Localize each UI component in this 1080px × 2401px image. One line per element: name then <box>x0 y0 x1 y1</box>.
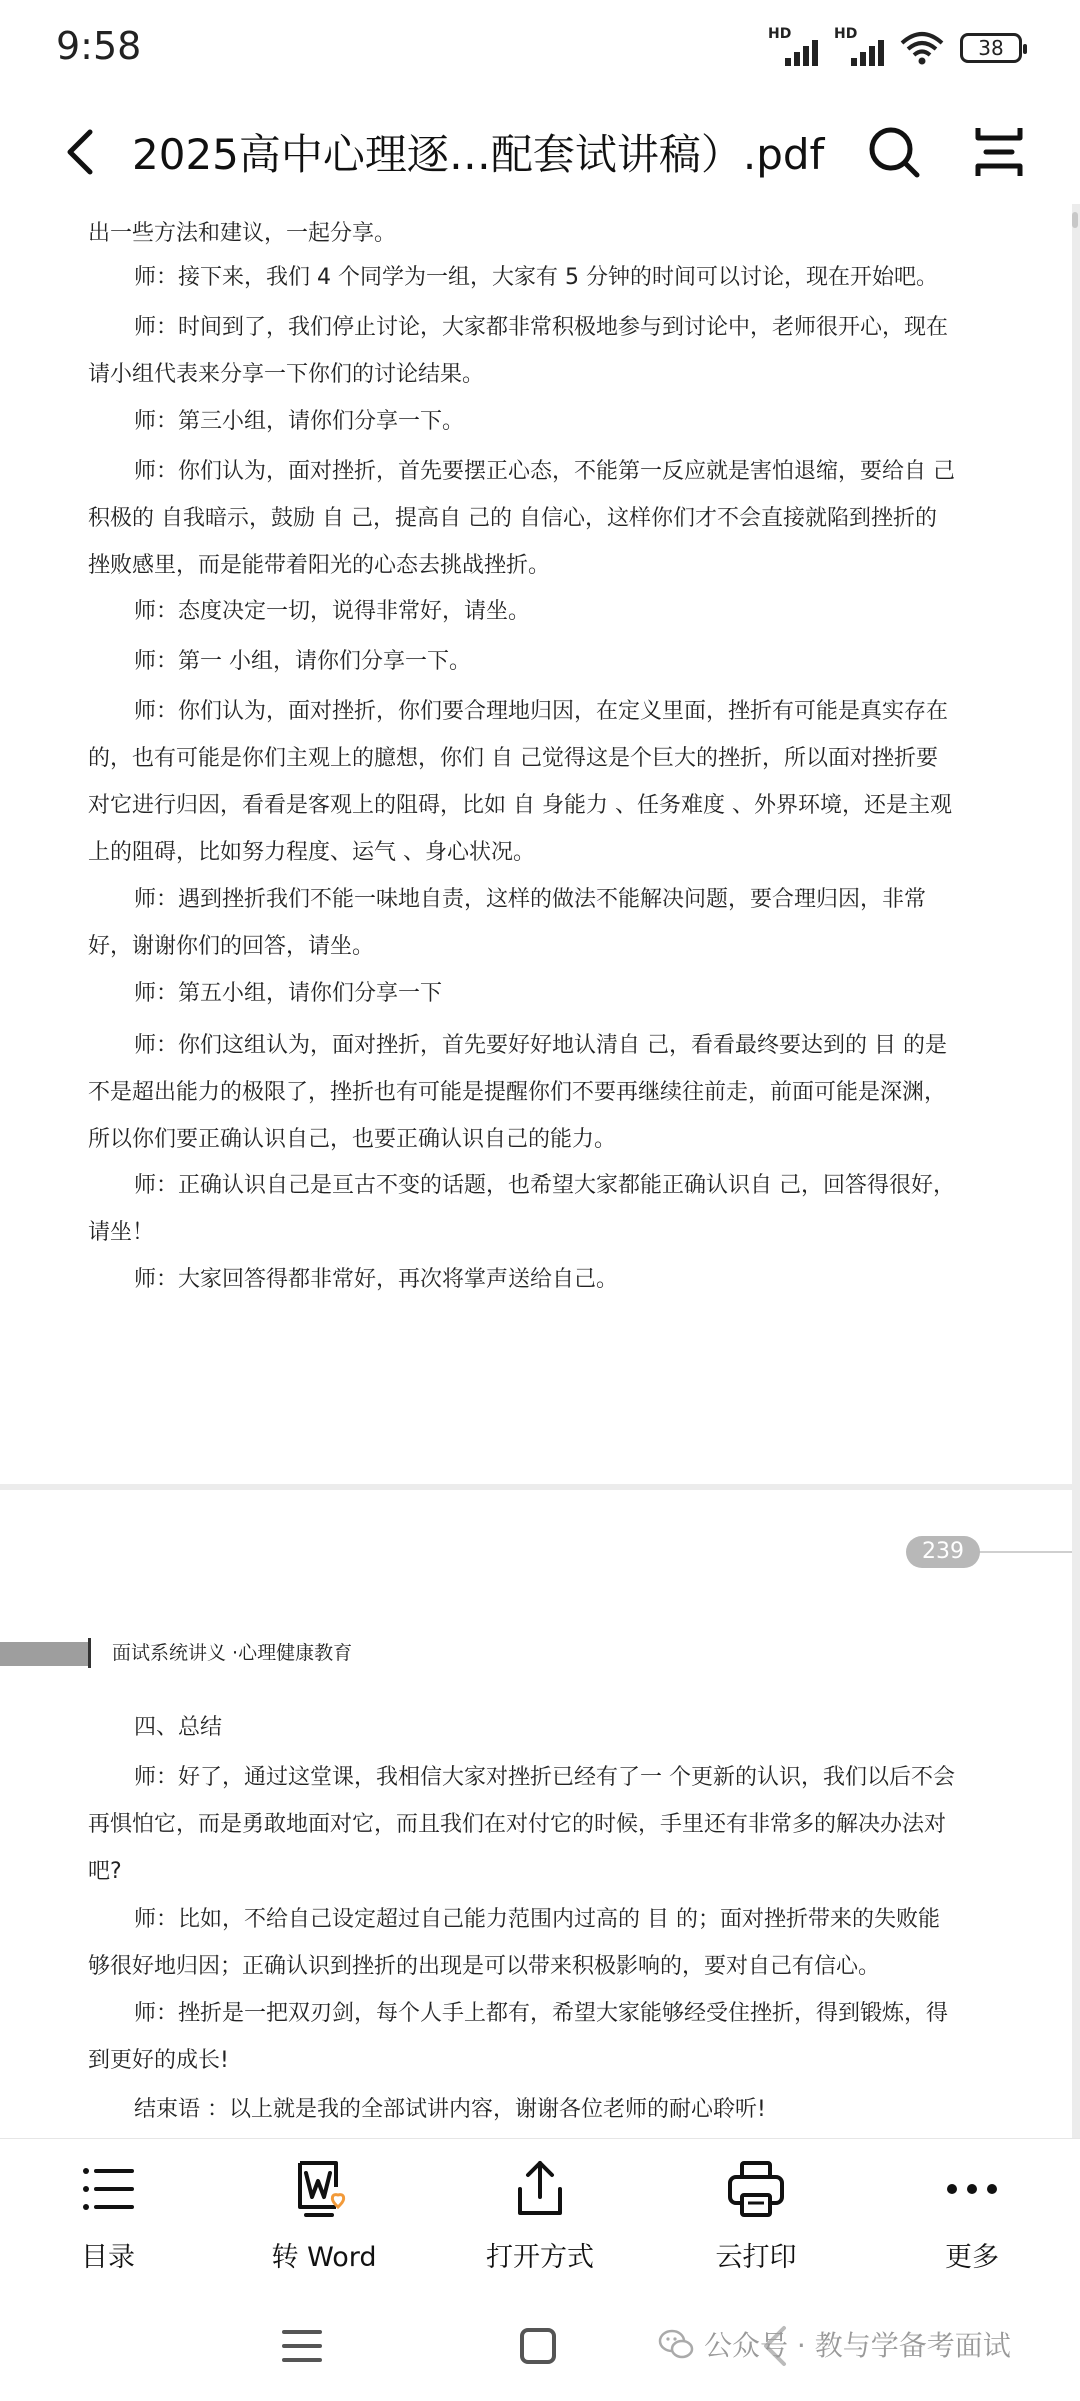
scrollbar[interactable] <box>1072 204 1080 2138</box>
status-bar <box>0 0 1080 100</box>
toolbar-label: 目录 <box>81 2242 135 2273</box>
toolbar-open-with-button[interactable] <box>450 2157 630 2277</box>
system-navigation-bar <box>0 2288 1080 2401</box>
section-heading: 四、总结 <box>134 1715 223 1740</box>
battery-icon: 38 <box>960 33 1022 63</box>
toolbar-cloud-print-button[interactable] <box>666 2157 846 2277</box>
paragraph: 师：挫折是一把双刃剑，每个人手上都有，希望大家能够经受住挫折，得到锻炼，得到更好的成长! <box>88 2001 949 2073</box>
paragraph: 师：时间到了，我们停止讨论，大家都非常积极地参与到讨论中，老师很开心，现在请小组代表来分享一下你们的讨论结果。 <box>88 315 949 387</box>
toolbar-label: 更多 <box>945 2242 999 2273</box>
printer-icon <box>724 2157 788 2221</box>
search-icon[interactable] <box>866 124 922 180</box>
paragraph: 结束语 ：以上就是我的全部试讲内容，谢谢各位老师的耐心聆听! <box>134 2097 766 2122</box>
status-time: 9:58 <box>56 24 142 68</box>
word-icon <box>292 2157 356 2221</box>
back-icon[interactable] <box>58 126 104 178</box>
paragraph: 师：你们认为，面对挫折，首先要摆正心态，不能第一反应就是害怕退缩，要给自 己积极的 自我暗示，鼓励 自 己，提高自 己的 自信心，这样你们才不会直接就陷到挫折的挫败感里，而是能带着阳光的心态去挑战挫折。 <box>88 459 955 578</box>
watermark-text: 公众号 · 教与学备考面试 <box>704 2329 1011 2362</box>
list-icon <box>76 2157 140 2221</box>
signal-icon <box>834 26 884 66</box>
bottom-toolbar <box>0 2138 1080 2289</box>
document-title: 2025高中心理逐…配套试讲稿）.pdf <box>132 130 825 179</box>
paragraph: 师：比如，不给自己设定超过自己能力范围内过高的 目 的；面对挫折带来的失败能够很好地归因；正确认识到挫折的出现是可以带来积极影响的，要对自己有信心。 <box>88 1907 940 1979</box>
paragraph: 师：好了，通过这堂课，我相信大家对挫折已经有了一 个更新的认识，我们以后不会再惧怕它，而是勇敢地面对它，而且我们在对付它的时候，手里还有非常多的解决办法对吧? <box>88 1765 955 1884</box>
more-icon <box>940 2157 1004 2221</box>
paragraph: 师：态度决定一切，说得非常好，请坐。 <box>134 599 531 624</box>
toolbar-label: 打开方式 <box>486 2242 594 2273</box>
paragraph: 出一些方法和建议，一起分享。 <box>88 221 397 246</box>
paragraph: 师：你们认为，面对挫折，你们要合理地归因，在定义里面，挫折有可能是真实存在的，也有可能是你们主观上的臆想，你们 自 己觉得这是个巨大的挫折，所以面对挫折要对它进行归因，看看是客观上的阻碍，比如 自 身能力 、任务难度 、外界环境，还是主观上的阻碍，比如努力程度、运气 、身心状况。 <box>88 699 952 865</box>
page-view-icon[interactable] <box>972 124 1026 180</box>
home-icon[interactable] <box>508 2316 568 2376</box>
recent-apps-icon[interactable] <box>272 2316 332 2376</box>
page-header-bar <box>0 1642 88 1666</box>
page-header-text: 面试系统讲义 ·心理健康教育 <box>112 1642 353 1664</box>
paragraph: 师：第三小组，请你们分享一下。 <box>134 409 465 434</box>
signal-icon <box>768 26 818 66</box>
toolbar-contents-button[interactable] <box>18 2157 198 2277</box>
paragraph: 师：第五小组，请你们分享一下 <box>134 981 443 1006</box>
paragraph: 师：你们这组认为，面对挫折，首先要好好地认清自 己，看看最终要达到的 目 的是不是超出能力的极限了，挫折也有可能是提醒你们不要再继续往前走，前面可能是深渊，所以你们要正确认识自己，也要正确认识自己的能力。 <box>88 1033 947 1152</box>
page-header-divider <box>88 1638 91 1668</box>
paragraph: 师：接下来，我们 4 个同学为一组，大家有 5 分钟的时间可以讨论，现在开始吧。 <box>134 265 938 290</box>
toolbar-label: 云打印 <box>715 2242 797 2273</box>
wifi-icon <box>900 31 944 65</box>
toolbar-more-button[interactable] <box>882 2157 1062 2277</box>
network-type-label: HD <box>768 26 792 42</box>
page-number-badge[interactable]: 239 <box>906 1536 980 1568</box>
network-type-label: HD <box>834 26 858 42</box>
watermark <box>658 2324 1011 2364</box>
app-header <box>0 100 1080 204</box>
scroll-thumb[interactable] <box>1072 212 1078 228</box>
wechat-icon <box>658 2326 694 2362</box>
page-indicator-line <box>968 1551 1072 1553</box>
paragraph: 师：正确认识自己是亘古不变的话题，也希望大家都能正确认识自 己，回答得很好，请坐！ <box>88 1173 955 1245</box>
pdf-viewer[interactable] <box>0 204 1080 2138</box>
paragraph: 师：遇到挫折我们不能一味地自责，这样的做法不能解决问题，要合理归因，非常好，谢谢你们的回答，请坐。 <box>88 887 927 959</box>
toolbar-to-word-button[interactable] <box>234 2157 414 2277</box>
status-icons <box>768 26 1022 66</box>
toolbar-label: 转 Word <box>271 2242 377 2273</box>
share-icon <box>508 2157 572 2221</box>
paragraph: 师：第一 小组，请你们分享一下。 <box>134 649 471 674</box>
paragraph: 师：大家回答得都非常好，再次将掌声送给自己。 <box>134 1267 619 1292</box>
